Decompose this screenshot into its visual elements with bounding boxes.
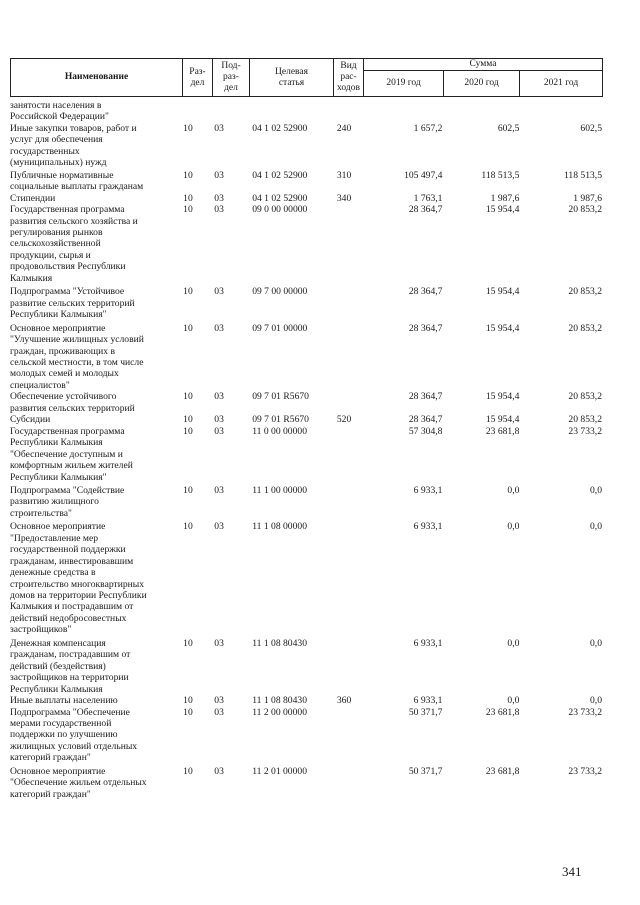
row-subsection: 03 <box>214 391 224 403</box>
row-subsection: 03 <box>214 122 224 134</box>
table-row <box>10 426 602 483</box>
row-sum-2019: 28 364,7 <box>408 286 443 298</box>
row-sum-2021: 0,0 <box>590 695 602 707</box>
table-header <box>10 58 603 97</box>
row-subsection: 03 <box>214 286 224 298</box>
table-row <box>10 766 602 800</box>
row-sum-2020: 602,5 <box>497 122 520 134</box>
row-sum-2019: 105 497,4 <box>404 169 443 181</box>
row-sum-2020: 15 954,4 <box>485 391 520 403</box>
row-subsection: 03 <box>214 765 224 777</box>
row-sum-2019: 28 364,7 <box>408 391 443 403</box>
row-target: 11 2 00 00000 <box>252 706 307 718</box>
row-subsection: 03 <box>214 425 224 437</box>
row-sum-2020: 0,0 <box>507 484 520 496</box>
header-sum: Сумма <box>364 59 603 71</box>
table-row <box>10 414 602 425</box>
row-sum-2019: 6 933,1 <box>413 637 443 649</box>
row-section: 10 <box>183 286 193 298</box>
row-sum-2021: 118 513,5 <box>563 169 602 181</box>
row-section: 10 <box>183 484 193 496</box>
header-name: Наименование <box>11 59 183 97</box>
row-section: 10 <box>183 765 193 777</box>
row-name: Обеспечение устойчивого развития сельских территорий <box>10 391 135 414</box>
row-expense-type: 360 <box>336 695 352 707</box>
row-section: 10 <box>183 122 193 134</box>
row-sum-2021: 0,0 <box>590 484 602 496</box>
row-sum-2021: 23 733,2 <box>568 706 602 718</box>
row-sum-2019: 50 371,7 <box>408 765 443 777</box>
row-name: Государственная программа развития сельского хозяйства и регулирования рынков сельскохозяйственной продукции, сырья и продовольствия Республики Калмыкия <box>10 204 138 284</box>
row-subsection: 03 <box>214 204 224 216</box>
header-year-2020: 2020 год <box>444 71 520 97</box>
table-row <box>10 123 602 169</box>
page-number: 341 <box>562 864 582 879</box>
header-section: Раз- дел <box>183 59 213 97</box>
row-target: 11 1 08 80430 <box>252 637 307 649</box>
row-sum-2019: 28 364,7 <box>408 414 443 426</box>
table-row <box>10 204 602 284</box>
row-sum-2020: 1 987,6 <box>490 192 520 204</box>
header-year-2021: 2021 год <box>520 71 603 97</box>
row-subsection: 03 <box>214 169 224 181</box>
row-sum-2021: 0,0 <box>590 637 602 649</box>
row-section: 10 <box>183 695 193 707</box>
row-name: Иные закупки товаров, работ и услуг для обеспечения государственных (муниципальных) нужд <box>10 122 137 169</box>
row-sum-2021: 20 853,2 <box>568 204 602 216</box>
row-sum-2019: 6 933,1 <box>413 695 443 707</box>
row-sum-2019: 28 364,7 <box>408 322 443 334</box>
header-subsection: Под- раз- дел <box>213 59 250 97</box>
row-name: Государственная программа Республики Калмыкия "Обеспечение доступным и комфортным жильем жителей Республики Калмыкия" <box>10 425 133 483</box>
row-target: 09 0 00 00000 <box>252 204 308 216</box>
row-sum-2021: 602,5 <box>580 122 602 134</box>
row-expense-type: 520 <box>336 414 352 426</box>
row-sum-2021: 23 733,2 <box>568 425 602 437</box>
table-row <box>10 100 602 123</box>
row-target: 11 2 01 00000 <box>252 765 307 777</box>
row-sum-2019: 57 304,8 <box>408 425 443 437</box>
row-sum-2021: 20 853,2 <box>568 322 602 334</box>
row-sum-2020: 23 681,8 <box>485 765 520 777</box>
row-subsection: 03 <box>214 695 224 707</box>
row-section: 10 <box>183 414 193 426</box>
row-sum-2021: 0,0 <box>590 521 602 533</box>
table-row <box>10 695 602 706</box>
header-target: Целевая статья <box>250 59 334 97</box>
row-section: 10 <box>183 391 193 403</box>
table-row <box>10 707 602 764</box>
row-target: 04 1 02 52900 <box>252 192 308 204</box>
row-name: Денежная компенсация гражданам, пострадавшим от действий (бездействия) застройщиков на территории Республики Калмыкия <box>10 637 131 695</box>
row-subsection: 03 <box>214 414 224 426</box>
row-subsection: 03 <box>214 322 224 334</box>
table-body <box>10 100 602 800</box>
row-sum-2020: 15 954,4 <box>485 204 520 216</box>
row-name: Иные выплаты населению <box>10 695 118 707</box>
row-name: Подпрограмма "Обеспечение мерами государственной поддержки по улучшению жилищных условий отдельных категорий граждан" <box>10 706 138 764</box>
row-name: Субсидии <box>10 414 51 426</box>
row-target: 04 1 02 52900 <box>252 122 308 134</box>
row-subsection: 03 <box>214 484 224 496</box>
row-sum-2020: 0,0 <box>507 637 520 649</box>
row-name: Основное мероприятие "Улучшение жилищных условий граждан, проживающих в сельской местности, в том числе молодых семей и молодых специалистов" <box>10 322 144 391</box>
row-name: Основное мероприятие "Обеспечение жильем отдельных категорий граждан" <box>10 765 147 800</box>
row-expense-type: 310 <box>336 169 352 181</box>
row-name: Подпрограмма "Содействие развитию жилищного строительства" <box>10 484 125 519</box>
row-sum-2020: 0,0 <box>507 521 520 533</box>
row-target: 11 1 08 00000 <box>252 521 307 533</box>
row-name: Подпрограмма "Устойчивое развитие сельских территорий Республики Калмыкия" <box>10 286 135 321</box>
row-section: 10 <box>183 637 193 649</box>
table-row <box>10 323 602 392</box>
row-name: занятости населения в Российской Федерации" <box>10 100 109 123</box>
row-sum-2019: 6 933,1 <box>413 484 443 496</box>
row-expense-type: 340 <box>336 192 352 204</box>
row-section: 10 <box>183 425 193 437</box>
row-section: 10 <box>183 169 193 181</box>
row-name: Публичные нормативные социальные выплаты гражданам <box>10 169 144 193</box>
row-target: 09 7 01 R5670 <box>252 414 309 426</box>
table-row <box>10 193 602 204</box>
row-sum-2020: 23 681,8 <box>485 425 520 437</box>
row-target: 09 7 01 00000 <box>252 322 308 334</box>
row-sum-2021: 1 987,6 <box>573 192 602 204</box>
row-sum-2019: 1 763,1 <box>413 192 443 204</box>
row-expense-type: 240 <box>336 122 352 134</box>
row-section: 10 <box>183 706 193 718</box>
header-year-2019: 2019 год <box>364 71 444 97</box>
row-target: 11 1 08 80430 <box>252 695 307 707</box>
row-subsection: 03 <box>214 192 224 204</box>
row-sum-2021: 20 853,2 <box>568 286 602 298</box>
row-sum-2020: 0,0 <box>507 695 520 707</box>
row-sum-2020: 118 513,5 <box>481 169 520 181</box>
row-sum-2020: 15 954,4 <box>485 286 520 298</box>
row-subsection: 03 <box>214 706 224 718</box>
table-row <box>10 638 602 695</box>
row-sum-2019: 28 364,7 <box>408 204 443 216</box>
row-sum-2019: 6 933,1 <box>413 521 443 533</box>
row-target: 04 1 02 52900 <box>252 169 308 181</box>
table-row <box>10 170 602 193</box>
row-section: 10 <box>183 521 193 533</box>
row-sum-2020: 15 954,4 <box>485 414 520 426</box>
row-name: Стипендии <box>10 192 56 204</box>
table-row <box>10 286 602 320</box>
row-sum-2020: 15 954,4 <box>485 322 520 334</box>
row-subsection: 03 <box>214 637 224 649</box>
row-section: 10 <box>183 192 193 204</box>
row-target: 11 1 00 00000 <box>252 484 307 496</box>
table-row <box>10 521 602 636</box>
row-target: 09 7 00 00000 <box>252 286 308 298</box>
table-row <box>10 485 602 519</box>
table-row <box>10 391 602 414</box>
row-sum-2020: 23 681,8 <box>485 706 520 718</box>
row-section: 10 <box>183 204 193 216</box>
row-sum-2019: 50 371,7 <box>408 706 443 718</box>
header-expense-type: Вид рас- ходов <box>334 59 364 97</box>
row-sum-2021: 23 733,2 <box>568 765 602 777</box>
row-sum-2019: 1 657,2 <box>413 122 443 134</box>
row-sum-2021: 20 853,2 <box>568 414 602 426</box>
row-section: 10 <box>183 322 193 334</box>
row-target: 11 0 00 00000 <box>252 425 307 437</box>
row-subsection: 03 <box>214 521 224 533</box>
row-name: Основное мероприятие "Предоставление мер государственной поддержки гражданам, инвестировавшим денежные средства в строительство многоквартирных домов на территории Республики Калмыкия и пострадавшим от действий недобросовестных застройщиков" <box>10 521 147 636</box>
row-sum-2021: 20 853,2 <box>568 391 602 403</box>
row-target: 09 7 01 R5670 <box>252 391 309 403</box>
